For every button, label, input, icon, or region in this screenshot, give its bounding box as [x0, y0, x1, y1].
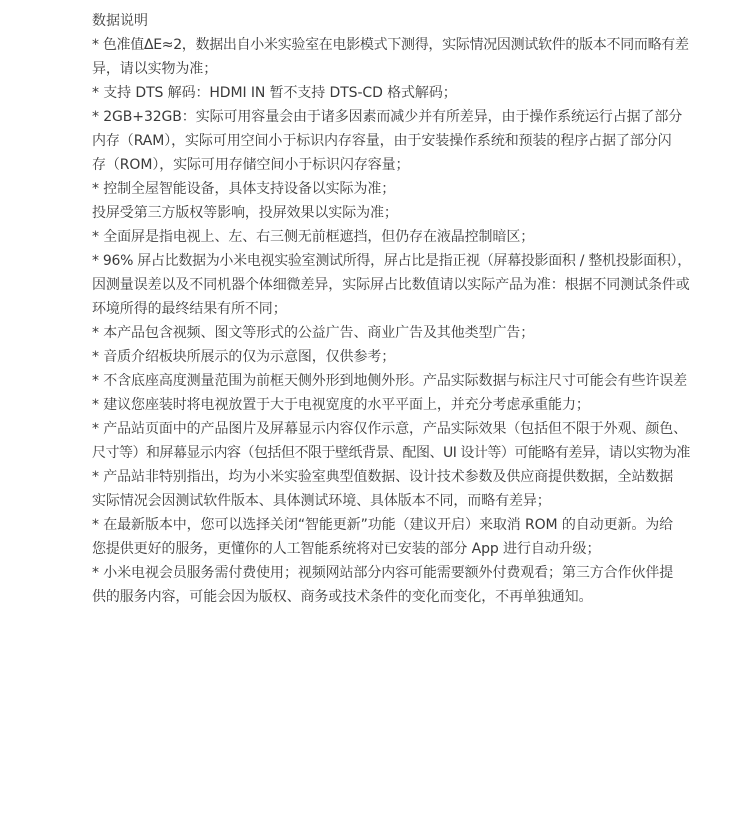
- note-line: 环境所得的最终结果有所不同；: [92, 301, 287, 317]
- note-line: * 不含底座高度测量范围为前框天侧外形到地侧外形。产品实际数据与标注尺寸可能会有些许误差: [92, 373, 688, 389]
- note-line: * 建议您座装时将电视放置于大于电视宽度的水平平面上，并充分考虑承重能力；: [92, 397, 590, 413]
- note-line: * 本产品包含视频、图文等形式的公益广告、商业广告及其他类型广告；: [92, 325, 535, 341]
- note-line: * 控制全屋智能设备，具体支持设备以实际为准；: [92, 181, 396, 197]
- section-title: 数据说明: [92, 13, 148, 29]
- note-line: 投屏受第三方版权等影响，投屏效果以实际为准；: [92, 205, 398, 221]
- note-line: * 2GB+32GB：实际可用容量会由于诸多因素而减少并有所差异，由于操作系统运行占据了部分: [92, 109, 683, 125]
- note-line: * 96% 屏占比数据为小米电视实验室测试所得，屏占比是指正视（屏幕投影面积 / 整机投影面积），: [92, 253, 691, 269]
- note-line: * 音质介绍板块所展示的仅为示意图，仅供参考；: [92, 349, 396, 365]
- note-line: 存（ROM），实际可用存储空间小于标识闪存容量；: [92, 157, 410, 173]
- note-line: * 色准值ΔE≈2，数据出自小米实验室在电影模式下测得，实际情况因测试软件的版本不同而略有差: [92, 37, 689, 53]
- note-line: 尺寸等）和屏幕显示内容（包括但不限于壁纸背景、配图、UI 设计等）可能略有差异，请以实物为准: [92, 445, 690, 461]
- note-line: 内存（RAM），实际可用空间小于标识内存容量，由于安装操作系统和预装的程序占据了部分闪: [92, 133, 672, 149]
- note-line: 实际情况会因测试软件版本、具体测试环境、具体版本不同，而略有差异；: [92, 493, 551, 509]
- note-line: * 产品站非特别指出，均为小米实验室典型值数据、设计技术参数及供应商提供数据，全站数据: [92, 469, 674, 485]
- note-line: * 小米电视会员服务需付费使用；视频网站部分内容可能需要额外付费观看；第三方合作伙伴提: [92, 565, 674, 581]
- note-line: 因测量误差以及不同机器个体细微差异，实际屏占比数值请以实际产品为准：根据不同测试条件或: [92, 277, 690, 293]
- notes-list: [92, 33, 692, 609]
- data-notes-section: [92, 9, 692, 609]
- note-line: 您提供更好的服务，更懂你的人工智能系统将对已安装的部分 App 进行自动升级；: [92, 541, 601, 557]
- note-line: 供的服务内容，可能会因为版权、商务或技术条件的变化而变化，不再单独通知。: [92, 589, 593, 605]
- note-line: * 全面屏是指电视上、左、右三侧无前框遮挡，但仍存在液晶控制暗区；: [92, 229, 535, 245]
- note-line: * 支持 DTS 解码：HDMI IN 暂不支持 DTS-CD 格式解码；: [92, 85, 457, 101]
- note-line: * 在最新版本中，您可以选择关闭“智能更新”功能（建议开启）来取消 ROM 的自动更新。为给: [92, 517, 674, 533]
- note-line: * 产品站页面中的产品图片及屏幕显示内容仅作示意，产品实际效果（包括但不限于外观、颜色、: [92, 421, 688, 437]
- note-line: 异，请以实物为准；: [92, 61, 218, 77]
